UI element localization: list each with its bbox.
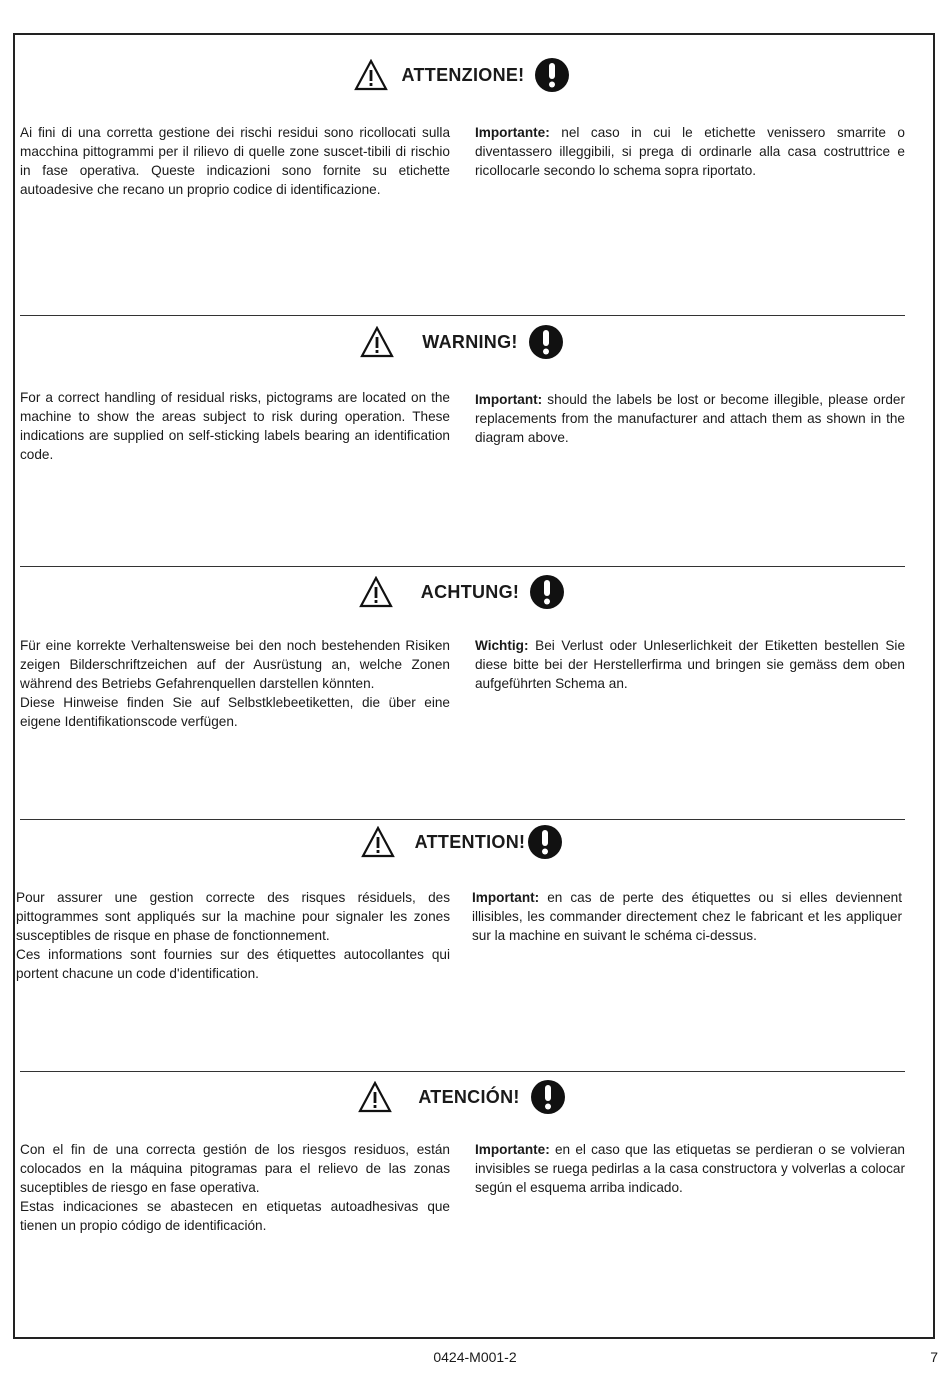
section-divider bbox=[20, 1071, 905, 1072]
section-body-right: Importante: en el caso que las etiquetas se perdieran o se volvieran invisibles se ruega pedirlas a la casa constructora y volverlas a colocar según el esquema arriba indicado. bbox=[475, 1142, 905, 1195]
section-heading bbox=[20, 572, 904, 612]
section-body-right: Important: should the labels be lost or become illegible, please order replacements from the manufacturer and attach them as shown in the diagram above. bbox=[475, 392, 905, 445]
section-divider bbox=[20, 315, 905, 316]
exclamation-circle-icon bbox=[529, 574, 565, 610]
section-body-left: For a correct handling of residual risks, pictograms are located on the machine to show the areas subject to risk during operation. These indications are supplied on self-sticking labels bearing an identification code. bbox=[20, 390, 450, 462]
exclamation-circle-icon bbox=[528, 324, 564, 360]
warning-triangle-icon bbox=[358, 1081, 392, 1113]
section-title: ATTENTION! bbox=[414, 831, 526, 852]
section-heading bbox=[20, 55, 904, 95]
section-divider bbox=[20, 819, 905, 820]
section-heading bbox=[20, 822, 904, 862]
section-divider bbox=[20, 566, 905, 567]
important-label: Importante: bbox=[475, 1142, 550, 1157]
warning-triangle-icon bbox=[354, 59, 388, 91]
section-title: ATTENZIONE! bbox=[401, 64, 525, 85]
exclamation-circle-icon bbox=[527, 824, 563, 860]
section-body-left: Con el fin de una correcta gestión de los riesgos residuos, están colocados en la máquina pitogramas para el relievo de las zonas suceptibles de riesgo en fase operativa. Estas indicaciones se abastecen en etiquetas autoadhesivas que tienen un propio código de identificación. bbox=[20, 1142, 450, 1233]
section-heading bbox=[20, 322, 904, 362]
section-body-right: Wichtig: Bei Verlust oder Unleserlichkeit der Etiketten bestellen Sie diese bitte bei der Herstellerfirma und bringen sie gemäss dem oben aufgeführten Schema an. bbox=[475, 638, 905, 691]
section-title: WARNING! bbox=[422, 331, 518, 352]
important-label: Importante: bbox=[475, 125, 550, 140]
important-label: Important: bbox=[475, 392, 543, 407]
section-title: ATENCIÓN! bbox=[418, 1086, 520, 1107]
section-title: ACHTUNG! bbox=[420, 581, 520, 602]
exclamation-circle-icon bbox=[530, 1079, 566, 1115]
important-label: Important: bbox=[472, 890, 540, 905]
warning-triangle-icon bbox=[359, 576, 393, 608]
page-number: 7 bbox=[930, 1349, 938, 1365]
important-label: Wichtig: bbox=[475, 638, 529, 653]
warning-triangle-icon bbox=[361, 826, 395, 858]
exclamation-circle-icon bbox=[534, 57, 570, 93]
section-body-left: Ai fini di una corretta gestione dei rischi residui sono ricollocati sulla macchina pittogrammi per il rilievo di quelle zone suscet-tibili di rischio in fase operativa. Queste indicazioni sono fornite su etichette autoadesive che recano un proprio codice di identificazione. bbox=[20, 125, 450, 197]
section-heading bbox=[20, 1077, 904, 1117]
section-body-left: Für eine korrekte Verhaltensweise bei den noch bestehenden Risiken zeigen Bilderschriftzeichen auf der Ausrüstung an, welche Zonen während des Betriebs Gefahrenquellen darstellen könnten. Diese Hinweise finden Sie auf Selbstklebeetiketten, die über eine eigene Identifikationscode verfügen. bbox=[20, 638, 450, 729]
section-body-right: Important: en cas de perte des étiquettes ou si elles deviennent illisibles, les commander directement chez le fabricant et les appliquer sur la machine en suivant le schéma ci-dessus. bbox=[472, 890, 902, 943]
section-body-left: Pour assurer une gestion correcte des risques résiduels, des pittogrammes sont appliqués sur la machine pour signaler les zones susceptibles de risque en phase de fonctionnement. Ces informations sont fournies sur des étiquettes autocollantes qui portent chacune un code d'identification. bbox=[16, 890, 450, 981]
document-code: 0424-M001-2 bbox=[433, 1349, 517, 1365]
section-body-right: Importante: nel caso in cui le etichette venissero smarrite o diventassero illeggibili, si prega di ordinarle alla casa costruttrice e ricollocarle secondo lo schema sopra riportato. bbox=[475, 125, 905, 178]
warning-triangle-icon bbox=[360, 326, 394, 358]
